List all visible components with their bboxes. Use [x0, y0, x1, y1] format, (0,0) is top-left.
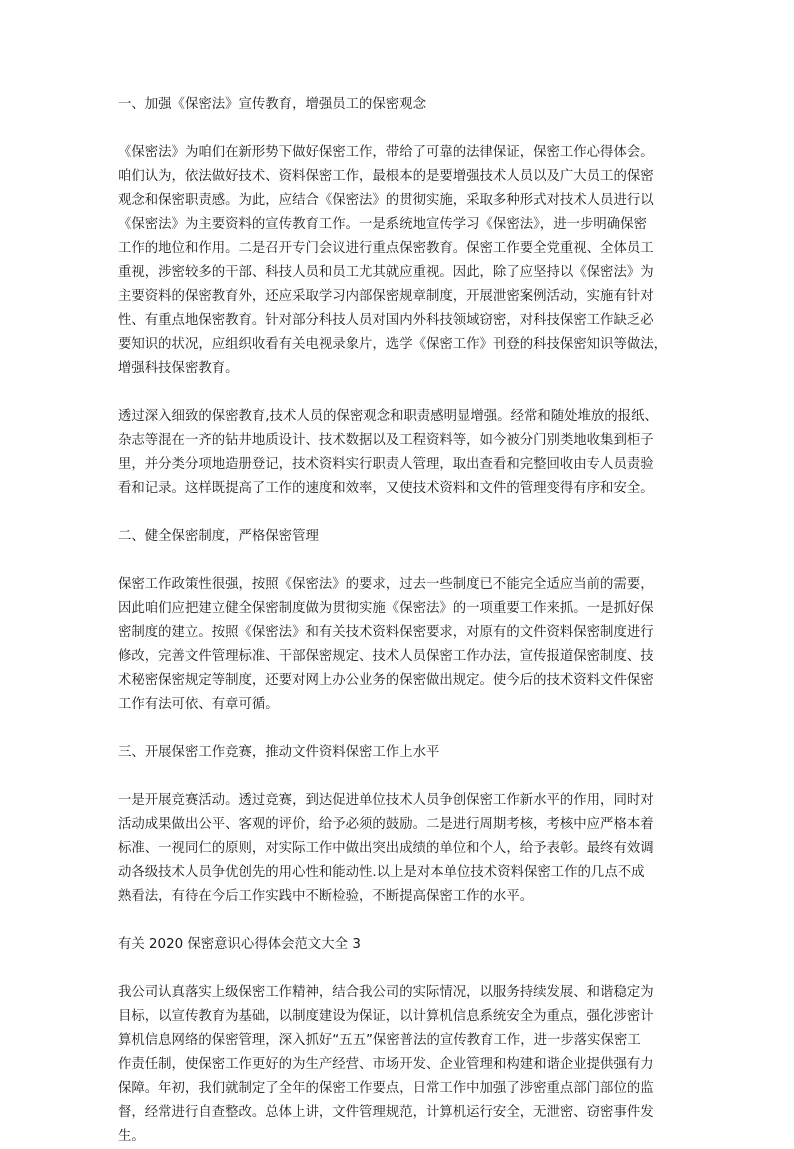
text-line: 算机信息网络的保密管理，深入抓好“五五”保密普法的宣传教育工作，进一步落实保密工 — [118, 1033, 641, 1048]
section-heading-2: 二、健全保密制度，严格保密管理 — [118, 529, 319, 544]
text-line: 作责任制，使保密工作更好的为生产经营、市场开发、企业管理和构建和谐企业提供强有力 — [118, 1057, 654, 1072]
paragraph-3 — [118, 573, 678, 717]
text-line: 《保密法》为主要资料的宣传教育工作。一是系统地宣传学习《保密法》，进一步明确保密 — [118, 217, 647, 232]
text-line: 看和记录。这样既提高了工作的速度和效率，又使技术资料和文件的管理变得有序和安全。 — [118, 481, 654, 496]
text-line: 生。 — [118, 1129, 145, 1144]
text-line: 《保密法》为咱们在新形势下做好保密工作，带给了可靠的法律保证，保密工作心得体会。 — [118, 145, 654, 160]
text-line: 一是开展竞赛活动。透过竞赛，到达促进单位技术人员争创保密工作新水平的作用，同时对 — [118, 793, 654, 808]
text-line: 保密工作政策性很强，按照《保密法》的要求，过去一些制度已不能完全适应当前的需要， — [118, 577, 654, 592]
text-line: 重视，涉密较多的干部、科技人员和员工尤其就应重视。因此，除了应坚持以《保密法》为 — [118, 265, 654, 280]
text-line: 动各级技术人员争优创先的用心性和能动性.以上是对本单位技术资料保密工作的几点不成 — [118, 865, 645, 880]
text-line: 观念和保密职责感。为此，应结合《保密法》的贯彻实施，采取多种形式对技术人员进行以 — [118, 193, 654, 208]
text-line: 工作有法可依、有章可循。 — [118, 697, 279, 712]
text-line: 督，经常进行自查整改。总体上讲，文件管理规范，计算机运行安全，无泄密、窃密事件发 — [118, 1105, 654, 1120]
text-line: 增强科技保密教育。 — [118, 361, 239, 376]
paragraph-5 — [118, 981, 678, 1149]
text-line: 我公司认真落实上级保密工作精神，结合我公司的实际情况，以服务持续发展、和谐稳定为 — [118, 985, 654, 1000]
text-line: 标准、一视同仁的原则，对实际工作中做出突出成绩的单位和个人，给予表彰。最终有效调 — [118, 841, 654, 856]
paragraph-2 — [118, 405, 678, 501]
text-line: 保障。年初，我们就制定了全年的保密工作要点，日常工作中加强了涉密重点部门部位的监 — [118, 1081, 654, 1096]
section-heading-1: 一、加强《保密法》宣传教育，增强员工的保密观念 — [118, 97, 426, 112]
paragraph-4 — [118, 789, 678, 909]
text-line: 因此咱们应把建立健全保密制度做为贯彻实施《保密法》的一项重要工作来抓。一是抓好保 — [118, 601, 654, 616]
text-line: 透过深入细致的保密教育,技术人员的保密观念和职责感明显增强。经常和随处堆放的报纸、 — [118, 409, 658, 424]
text-line: 目标，以宣传教育为基础，以制度建设为保证，以计算机信息系统安全为重点，强化涉密计 — [118, 1009, 654, 1024]
section-heading-4: 有关 2020 保密意识心得体会范文大全 3 — [118, 937, 361, 952]
text-line: 活动成果做出公平、客观的评价，给予必须的鼓励。二是进行周期考核，考核中应严格本着 — [118, 817, 654, 832]
text-line: 密制度的建立。按照《保密法》和有关技术资料保密要求，对原有的文件资料保密制度进行 — [118, 625, 654, 640]
document-body — [118, 93, 678, 1149]
text-line: 工作的地位和作用。二是召开专门会议进行重点保密教育。保密工作要全党重视、全体员工 — [118, 241, 654, 256]
paragraph-1 — [118, 141, 678, 381]
text-line: 熟看法，有待在今后工作实践中不断检验，不断提高保密工作的水平。 — [118, 889, 534, 904]
text-line: 术秘密保密规定等制度，还要对网上办公业务的保密做出规定。使今后的技术资料文件保密 — [118, 673, 654, 688]
text-line: 性、有重点地保密教育。针对部分科技人员对国内外科技领域窃密，对科技保密工作缺乏必 — [118, 313, 654, 328]
text-line: 修改，完善文件管理标准、干部保密规定、技术人员保密工作办法，宣传报道保密制度、技 — [118, 649, 654, 664]
text-line: 要知识的状况，应组织收看有关电视录象片，选学《保密工作》刊登的科技保密知识等做法， — [118, 337, 668, 352]
section-heading-3: 三、开展保密工作竞赛，推动文件资料保密工作上水平 — [118, 745, 440, 760]
text-line: 杂志等混在一齐的钻井地质设计、技术数据以及工程资料等，如今被分门别类地收集到柜子 — [118, 433, 654, 448]
text-line: 咱们认为，依法做好技术、资料保密工作，最根本的是要增强技术人员以及广大员工的保密 — [118, 169, 654, 184]
text-line: 主要资料的保密教育外，还应采取学习内部保密规章制度，开展泄密案例活动，实施有针对 — [118, 289, 654, 304]
text-line: 里，并分类分项地造册登记，技术资料实行职责人管理，取出查看和完整回收由专人员责验 — [118, 457, 654, 472]
